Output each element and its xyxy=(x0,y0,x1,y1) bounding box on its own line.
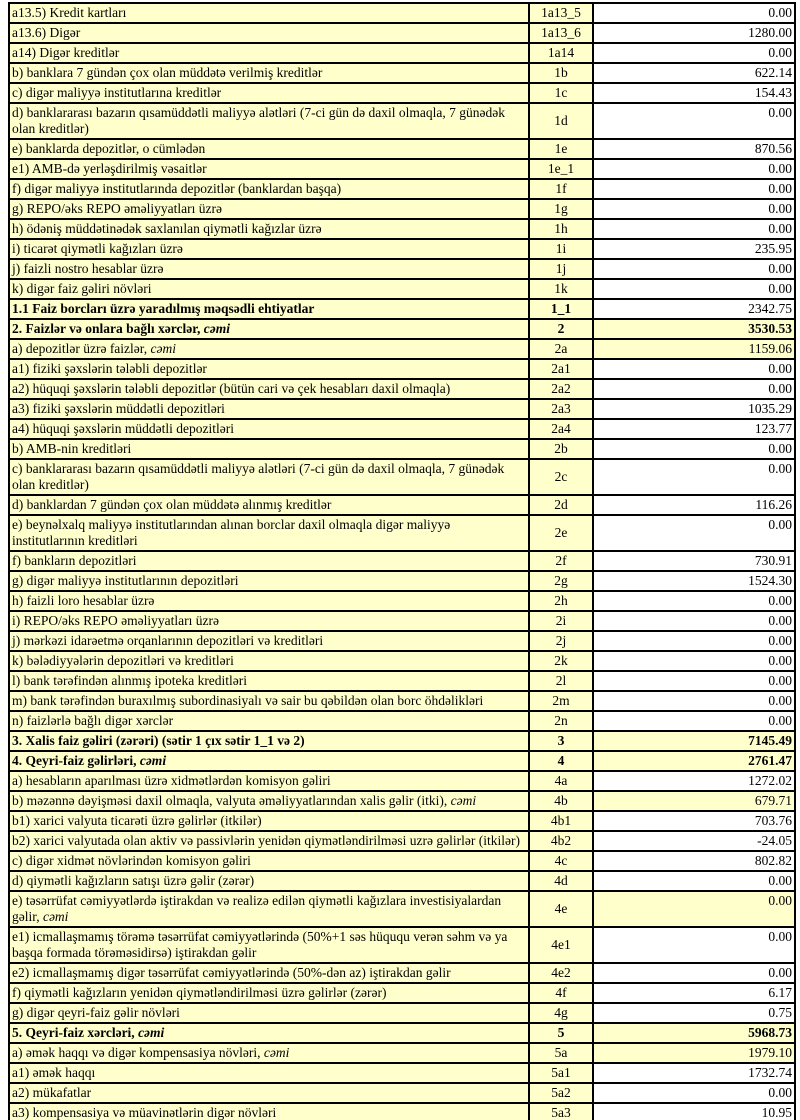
row-value: 3530.53 xyxy=(593,319,795,339)
row-value: 0.00 xyxy=(593,459,795,495)
row-label-text: a3) fiziki şəxslərin müddətli depozitləri xyxy=(12,401,225,416)
row-value: 5968.73 xyxy=(593,1023,795,1043)
row-label-text: 1.1 Faiz borcları üzrə yaradılmış məqsədli ehtiyatlar xyxy=(12,301,315,316)
table-row xyxy=(9,439,795,459)
row-code: 1g xyxy=(529,199,593,219)
row-label xyxy=(9,339,529,359)
row-code: 1f xyxy=(529,179,593,199)
row-value: 0.00 xyxy=(593,631,795,651)
row-code: 4b1 xyxy=(529,811,593,831)
row-code: 2 xyxy=(529,319,593,339)
row-code: 2a xyxy=(529,339,593,359)
row-value: 2761.47 xyxy=(593,751,795,771)
row-label-text: e) beynəlxalq maliyyə institutlarından alınan borclar daxil olmaqla digər maliyyə institutlarının kreditləri xyxy=(12,517,451,548)
table-row xyxy=(9,691,795,711)
row-label xyxy=(9,279,529,299)
row-value: 0.00 xyxy=(593,651,795,671)
row-value: 0.00 xyxy=(593,359,795,379)
row-label-text: a1) fiziki şəxslərin tələbli depozitlər xyxy=(12,361,207,376)
row-label-text: a2) mükafatlar xyxy=(12,1085,92,1100)
row-value: 0.00 xyxy=(593,439,795,459)
row-value: 1035.29 xyxy=(593,399,795,419)
table-row xyxy=(9,891,795,927)
row-label xyxy=(9,63,529,83)
row-label-text: e1) icmallaşmamış törəmə təsərrüfat cəmiyyətlərində (50%+1 səs hüququ verən səhm və ya başqa formada törəməsidirsə) iştirakdan gəlir xyxy=(12,929,508,960)
row-code: 4f xyxy=(529,983,593,1003)
table-row xyxy=(9,771,795,791)
row-label xyxy=(9,439,529,459)
row-label-text: f) digər maliyyə institutlarında depozitlər (banklardan başqa) xyxy=(12,181,342,196)
row-code: 2a3 xyxy=(529,399,593,419)
row-code: 1j xyxy=(529,259,593,279)
row-value: 7145.49 xyxy=(593,731,795,751)
row-label-text: d) qiymətli kağızların satışı üzrə gəlir (zərər) xyxy=(12,873,255,888)
table-row xyxy=(9,399,795,419)
row-code: 2a1 xyxy=(529,359,593,379)
row-label-text: a) depozitlər üzrə faizlər, xyxy=(12,341,151,356)
table-row xyxy=(9,3,795,23)
table-row xyxy=(9,631,795,651)
row-label xyxy=(9,691,529,711)
row-label-italic-tail: cəmi xyxy=(450,793,477,808)
table-row xyxy=(9,611,795,631)
row-label-text: c) digər maliyyə institutlarına kreditlər xyxy=(12,85,222,100)
row-label xyxy=(9,319,529,339)
row-code: 2n xyxy=(529,711,593,731)
row-code: 4 xyxy=(529,751,593,771)
row-label-text: 2. Faizlər və onlara bağlı xərclər, xyxy=(12,321,204,336)
table-row xyxy=(9,139,795,159)
row-label-text: k) digər faiz gəliri növləri xyxy=(12,281,152,296)
row-label-text: a13.6) Digər xyxy=(12,25,81,40)
table-row xyxy=(9,751,795,771)
financial-report-table-body xyxy=(9,3,795,1120)
row-value: 0.00 xyxy=(593,43,795,63)
table-row xyxy=(9,159,795,179)
row-code: 5 xyxy=(529,1023,593,1043)
row-value: 802.82 xyxy=(593,851,795,871)
row-code: 1h xyxy=(529,219,593,239)
row-label xyxy=(9,1103,529,1120)
row-value: 1159.06 xyxy=(593,339,795,359)
row-label xyxy=(9,963,529,983)
row-label xyxy=(9,1003,529,1023)
row-code: 2h xyxy=(529,591,593,611)
row-code: 1b xyxy=(529,63,593,83)
row-label-text: n) faizlərlə bağlı digər xərclər xyxy=(12,713,174,728)
row-value: 0.00 xyxy=(593,691,795,711)
row-value: 0.75 xyxy=(593,1003,795,1023)
row-value: 2342.75 xyxy=(593,299,795,319)
row-label xyxy=(9,199,529,219)
row-code: 2j xyxy=(529,631,593,651)
row-value: 0.00 xyxy=(593,711,795,731)
row-code: 2d xyxy=(529,495,593,515)
row-code: 3 xyxy=(529,731,593,751)
row-code: 4d xyxy=(529,871,593,891)
row-label xyxy=(9,671,529,691)
row-code: 4e1 xyxy=(529,927,593,963)
table-row xyxy=(9,199,795,219)
table-row xyxy=(9,551,795,571)
row-label xyxy=(9,651,529,671)
row-code: 1a13_5 xyxy=(529,3,593,23)
row-label-text: 5. Qeyri-faiz xərcləri, xyxy=(12,1025,139,1040)
row-code: 1a13_6 xyxy=(529,23,593,43)
row-label xyxy=(9,1023,529,1043)
row-value: 235.95 xyxy=(593,239,795,259)
row-label-text: e2) icmallaşmamış digər təsərrüfat cəmiyyətlərində (50%-dən az) iştirakdan gəlir xyxy=(12,965,451,980)
row-label xyxy=(9,359,529,379)
table-row xyxy=(9,651,795,671)
table-row xyxy=(9,963,795,983)
row-value: 0.00 xyxy=(593,103,795,139)
table-row xyxy=(9,983,795,1003)
table-row xyxy=(9,239,795,259)
row-code: 2a2 xyxy=(529,379,593,399)
table-row xyxy=(9,1043,795,1063)
row-value: 1732.74 xyxy=(593,1063,795,1083)
row-label-text: j) mərkəzi idarəetmə orqanlarının depozitləri və kreditləri xyxy=(12,633,324,648)
row-label xyxy=(9,983,529,1003)
row-label xyxy=(9,83,529,103)
row-label-text: b) məzənnə dəyişməsi daxil olmaqla, valyuta əməliyyatlarından xalis gəlir (itki), xyxy=(12,793,451,808)
row-code: 1e_1 xyxy=(529,159,593,179)
row-value: 0.00 xyxy=(593,279,795,299)
row-label xyxy=(9,23,529,43)
table-row xyxy=(9,259,795,279)
row-value: 0.00 xyxy=(593,199,795,219)
row-value: 679.71 xyxy=(593,791,795,811)
table-row xyxy=(9,1063,795,1083)
financial-report-table xyxy=(8,2,796,1120)
row-label-text: c) digər xidmət növlərindən komisyon gəliri xyxy=(12,853,251,868)
row-code: 4e2 xyxy=(529,963,593,983)
table-row xyxy=(9,43,795,63)
row-value: 0.00 xyxy=(593,159,795,179)
row-label xyxy=(9,219,529,239)
table-row xyxy=(9,811,795,831)
table-row xyxy=(9,1083,795,1103)
row-label xyxy=(9,631,529,651)
table-row xyxy=(9,927,795,963)
row-label-text: a3) kompensasiya və müavinətlərin digər növləri xyxy=(12,1105,277,1120)
table-row xyxy=(9,731,795,751)
table-row xyxy=(9,359,795,379)
row-label xyxy=(9,771,529,791)
row-value: 0.00 xyxy=(593,591,795,611)
row-code: 5a xyxy=(529,1043,593,1063)
row-code: 2m xyxy=(529,691,593,711)
row-label xyxy=(9,379,529,399)
row-label-italic-tail: cəmi xyxy=(203,321,230,336)
row-value: 0.00 xyxy=(593,963,795,983)
row-code: 4b xyxy=(529,791,593,811)
row-label xyxy=(9,731,529,751)
row-code: 2g xyxy=(529,571,593,591)
row-value: 1272.02 xyxy=(593,771,795,791)
table-row xyxy=(9,851,795,871)
row-label-text: j) faizli nostro hesablar üzrə xyxy=(12,261,164,276)
row-value: 730.91 xyxy=(593,551,795,571)
row-value: 0.00 xyxy=(593,3,795,23)
row-value: 0.00 xyxy=(593,259,795,279)
row-label-text: c) banklararası bazarın qısamüddətli maliyyə alətləri (7-ci gün də daxil olmaqla, 7 günədək olan kreditlər) xyxy=(12,461,505,492)
table-row xyxy=(9,279,795,299)
row-code: 2i xyxy=(529,611,593,631)
row-label xyxy=(9,791,529,811)
table-row xyxy=(9,219,795,239)
table-row xyxy=(9,495,795,515)
row-label xyxy=(9,1043,529,1063)
table-row xyxy=(9,1003,795,1023)
table-row xyxy=(9,1023,795,1043)
row-label xyxy=(9,43,529,63)
table-row xyxy=(9,459,795,495)
row-code: 1a14 xyxy=(529,43,593,63)
row-label xyxy=(9,159,529,179)
table-row xyxy=(9,1103,795,1120)
row-label-text: b) AMB-nin kreditləri xyxy=(12,441,132,456)
table-row xyxy=(9,63,795,83)
row-code: 2f xyxy=(529,551,593,571)
row-label xyxy=(9,259,529,279)
row-value: 0.00 xyxy=(593,219,795,239)
row-label-italic-tail: cəmi xyxy=(150,341,176,356)
row-code: 4b2 xyxy=(529,831,593,851)
row-label-text: h) ödəniş müddətinədək saxlanılan qiymətli kağızlar üzrə xyxy=(12,221,322,236)
row-label xyxy=(9,811,529,831)
row-code: 4e xyxy=(529,891,593,927)
table-row xyxy=(9,671,795,691)
row-label-text: d) banklardan 7 gündən çox olan müddətə alınmış kreditlər xyxy=(12,497,332,512)
row-label-italic-tail: cəmi xyxy=(42,909,69,924)
row-label xyxy=(9,611,529,631)
row-value: 10.95 xyxy=(593,1103,795,1120)
row-value: 0.00 xyxy=(593,611,795,631)
table-row xyxy=(9,103,795,139)
row-label-italic-tail: cəmi xyxy=(139,753,167,768)
row-value: 703.76 xyxy=(593,811,795,831)
row-label-text: a) əmək haqqı və digər kompensasiya növləri, xyxy=(12,1045,264,1060)
row-label xyxy=(9,1083,529,1103)
table-row xyxy=(9,591,795,611)
table-row xyxy=(9,179,795,199)
row-code: 1k xyxy=(529,279,593,299)
row-label xyxy=(9,851,529,871)
table-row xyxy=(9,419,795,439)
row-value: 123.77 xyxy=(593,419,795,439)
row-value: 0.00 xyxy=(593,179,795,199)
table-row xyxy=(9,515,795,551)
row-code: 2e xyxy=(529,515,593,551)
row-label-text: d) banklararası bazarın qısamüddətli maliyyə alətləri (7-ci gün də daxil olmaqla, 7 günədək olan kreditlər) xyxy=(12,105,505,136)
row-label xyxy=(9,591,529,611)
table-row xyxy=(9,871,795,891)
row-label-text: 4. Qeyri-faiz gəlirləri, xyxy=(12,753,140,768)
table-row xyxy=(9,791,795,811)
row-value: 0.00 xyxy=(593,891,795,927)
table-row xyxy=(9,711,795,731)
row-value: 0.00 xyxy=(593,671,795,691)
table-row xyxy=(9,319,795,339)
row-label-text: l) bank tərəfindən alınmış ipoteka kreditləri xyxy=(12,673,248,688)
row-label-italic-tail: cəmi xyxy=(263,1045,290,1060)
table-row xyxy=(9,23,795,43)
row-code: 2a4 xyxy=(529,419,593,439)
row-value: 622.14 xyxy=(593,63,795,83)
row-label-text: a1) əmək haqqı xyxy=(12,1065,96,1080)
row-label-text: g) digər maliyyə institutlarının depozitləri xyxy=(12,573,239,588)
row-label xyxy=(9,515,529,551)
row-code: 4c xyxy=(529,851,593,871)
row-label xyxy=(9,711,529,731)
row-value: 116.26 xyxy=(593,495,795,515)
row-code: 1d xyxy=(529,103,593,139)
row-label-italic-tail: cəmi xyxy=(138,1025,165,1040)
table-row xyxy=(9,83,795,103)
row-label-text: i) REPO/əks REPO əməliyyatları üzrə xyxy=(12,613,219,628)
row-code: 2k xyxy=(529,651,593,671)
row-value: 6.17 xyxy=(593,983,795,1003)
row-label xyxy=(9,495,529,515)
row-code: 1c xyxy=(529,83,593,103)
row-value: 0.00 xyxy=(593,1083,795,1103)
row-value: 154.43 xyxy=(593,83,795,103)
row-code: 2l xyxy=(529,671,593,691)
table-row xyxy=(9,299,795,319)
row-label xyxy=(9,571,529,591)
row-label-text: i) ticarət qiymətli kağızları üzrə xyxy=(12,241,183,256)
row-value: -24.05 xyxy=(593,831,795,851)
row-label-text: g) REPO/əks REPO əməliyyatları üzrə xyxy=(12,201,222,216)
row-label xyxy=(9,891,529,927)
row-label xyxy=(9,551,529,571)
row-label-text: f) qiymətli kağızların yenidən qiymətləndirilməsi üzrə gəlirlər (zərər) xyxy=(12,985,387,1000)
row-label-text: 3. Xalis faiz gəliri (zərəri) (sətir 1 çıx sətir 1_1 və 2) xyxy=(12,733,305,748)
row-code: 5a3 xyxy=(529,1103,593,1120)
row-code: 5a2 xyxy=(529,1083,593,1103)
row-label-text: k) bələdiyyələrin depozitləri və kreditləri xyxy=(12,653,234,668)
row-label xyxy=(9,419,529,439)
row-value: 1979.10 xyxy=(593,1043,795,1063)
row-label xyxy=(9,179,529,199)
row-code: 1e xyxy=(529,139,593,159)
row-code: 5a1 xyxy=(529,1063,593,1083)
row-code: 1_1 xyxy=(529,299,593,319)
row-label-text: a13.5) Kredit kartları xyxy=(12,5,127,20)
row-label xyxy=(9,103,529,139)
row-label-text: e) təsərrüfat cəmiyyətlərdə iştirakdan və realizə edilən qiymətli kağızlara investisiyalardan gəlir, xyxy=(12,893,502,924)
row-label xyxy=(9,3,529,23)
row-label xyxy=(9,399,529,419)
row-code: 4g xyxy=(529,1003,593,1023)
row-label-text: b) banklara 7 gündən çox olan müddətə verilmiş kreditlər xyxy=(12,65,323,80)
row-label-text: a2) hüquqi şəxslərin tələbli depozitlər (bütün cari və çek hesabları daxil olmaqla) xyxy=(12,381,451,396)
row-label xyxy=(9,239,529,259)
row-label-text: b1) xarici valyuta ticarəti üzrə gəlirlər (itkilər) xyxy=(12,813,262,828)
row-label xyxy=(9,831,529,851)
row-value: 0.00 xyxy=(593,379,795,399)
table-row xyxy=(9,571,795,591)
row-label xyxy=(9,139,529,159)
row-label xyxy=(9,1063,529,1083)
row-value: 0.00 xyxy=(593,927,795,963)
row-value: 0.00 xyxy=(593,871,795,891)
table-row xyxy=(9,831,795,851)
row-label-text: e1) AMB-də yerləşdirilmiş vəsaitlər xyxy=(12,161,207,176)
row-value: 1280.00 xyxy=(593,23,795,43)
row-code: 1i xyxy=(529,239,593,259)
row-value: 870.56 xyxy=(593,139,795,159)
row-label xyxy=(9,927,529,963)
row-label-text: g) digər qeyri-faiz gəlir növləri xyxy=(12,1005,180,1020)
row-code: 2b xyxy=(529,439,593,459)
row-label xyxy=(9,299,529,319)
row-label-text: b2) xarici valyutada olan aktiv və passivlərin yenidən qiymətləndirilməsi uzrə gəlirlər (itkilər) xyxy=(12,833,520,848)
row-code: 2c xyxy=(529,459,593,495)
row-label-text: a14) Digər kreditlər xyxy=(12,45,120,60)
row-label-text: h) faizli loro hesablar üzrə xyxy=(12,593,155,608)
row-code: 4a xyxy=(529,771,593,791)
row-label xyxy=(9,871,529,891)
row-label-text: a) hesabların aparılması üzrə xidmətlərdən komisyon gəliri xyxy=(12,773,331,788)
row-label-text: m) bank tərəfindən buraxılmış subordinasiyalı və sair bu qəbildən olan borc öhdəlikləri xyxy=(12,693,484,708)
row-label xyxy=(9,459,529,495)
row-label-text: a4) hüquqi şəxslərin müddətli depozitləri xyxy=(12,421,234,436)
row-label-text: f) bankların depozitləri xyxy=(12,553,137,568)
row-value: 0.00 xyxy=(593,515,795,551)
row-label-text: e) banklarda depozitlər, o cümlədən xyxy=(12,141,206,156)
row-label xyxy=(9,751,529,771)
row-value: 1524.30 xyxy=(593,571,795,591)
table-row xyxy=(9,339,795,359)
table-row xyxy=(9,379,795,399)
